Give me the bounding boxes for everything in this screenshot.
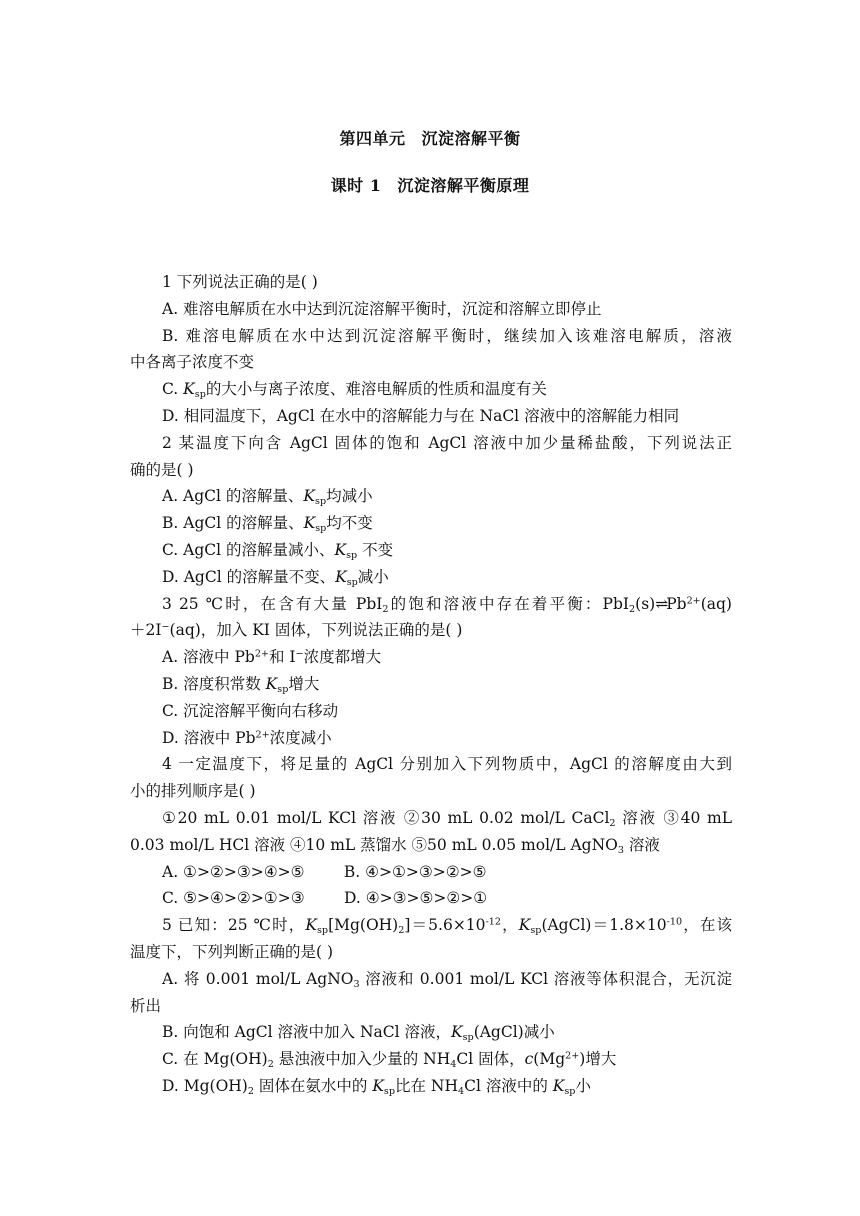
q5-stem-line2: 温度下，下列判断正确的是( ) bbox=[130, 942, 334, 961]
q4-options-cd: C. ⑤>④>②>①>③ D. ④>③>⑤>②>① bbox=[162, 889, 488, 908]
q4-items-line2: 0.03 mol/L HCl 溶液 ④10 mL 蒸馏水 ⑤50 mL 0.05 mol/L AgNO$_3$ 溶液 bbox=[130, 835, 660, 856]
q1-option-b-line2: 中各离子浓度不变 bbox=[130, 353, 255, 372]
q1-option-d: D. 相同温度下，AgCl 在水中的溶解能力与在 NaCl 溶液中的溶解能力相同 bbox=[162, 406, 680, 425]
unit-title: 第四单元 沉淀溶解平衡 bbox=[339, 129, 521, 148]
q5-stem-line1: 5 已知：25 ℃时，$K_{sp}[Mg(OH)_2]=5.6\times 10^{-12}$，$K_{sp}(AgCl)=1.8\times 10^{-10}$，在该 bbox=[162, 916, 732, 936]
q5-option-a-line1: A. 将 0.001 mol/L AgNO$_3$ 溶液和 0.001 mol/L KCl 溶液等体积混合，无沉淀 bbox=[162, 969, 732, 990]
q3-option-a: A. 溶液中 $Pb^{2+}$和 I−浓度都增大 bbox=[162, 648, 382, 667]
q4-stem-line2: 小的排列顺序是( ) bbox=[130, 782, 256, 801]
q5-option-b: B. 向饱和 AgCl 溶液中加入 NaCl 溶液，$K_{sp}(AgCl)$减小 bbox=[162, 1023, 555, 1044]
q2-option-c: C. AgCl 的溶解量减小、$K_{sp}$ 不变 bbox=[162, 540, 394, 561]
q1-stem: 1 下列说法正确的是( ) bbox=[162, 273, 318, 291]
q4-stem-line1: 4 一定温度下，将足量的 AgCl 分别加入下列物质中，AgCl 的溶解度由大到 bbox=[162, 755, 732, 774]
question-list bbox=[130, 269, 732, 1100]
q5-option-c: C. 在 $Mg(OH)_2$ 悬浊液中加入少量的 $NH_4Cl$ 固体，$c(Mg^{2+})$增大 bbox=[162, 1050, 617, 1070]
q3-option-c: C. 沉淀溶解平衡向右移动 bbox=[162, 701, 339, 720]
q1-option-a: A. 难溶电解质在水中达到沉淀溶解平衡时，沉淀和溶解立即停止 bbox=[162, 299, 602, 318]
equilibrium-arrow: ⇌ bbox=[655, 594, 667, 613]
lesson-title: 课时 1 沉淀溶解平衡原理 bbox=[330, 176, 530, 195]
q5-option-a-line2: 析出 bbox=[130, 996, 162, 1015]
q2-stem-line2: 确的是( ) bbox=[130, 460, 194, 479]
q1-option-b-line1: B. 难溶电解质在水中达到沉淀溶解平衡时，继续加入该难溶电解质，溶液 bbox=[162, 326, 732, 345]
q2-option-d: D. AgCl 的溶解量不变、$K_{sp}$减小 bbox=[162, 567, 389, 588]
q3-option-b: B. 溶度积常数 $K_{sp}$增大 bbox=[162, 674, 320, 695]
q3-option-d: D. 溶液中 $Pb^{2+}$浓度减小 bbox=[162, 728, 332, 747]
q3-stem-line1: 3 25 ℃时，在含有大量 PbI$_2$的饱和溶液中存在着平衡：$PbI_2(s)\rightleftharpoons Pb^{2+}(aq)$ bbox=[162, 594, 732, 615]
q2-option-a: A. AgCl 的溶解量、$K_{sp}$均减小 bbox=[162, 487, 373, 508]
q2-option-b: B. AgCl 的溶解量、$K_{sp}$均不变 bbox=[162, 514, 373, 535]
q3-stem-line2: ＋2I−(aq)，加入 KI 固体，下列说法正确的是( ) bbox=[130, 621, 463, 640]
q2-stem-line1: 2 某温度下向含 AgCl 固体的饱和 AgCl 溶液中加少量稀盐酸，下列说法正 bbox=[162, 433, 732, 452]
q4-items-line1: ①20 mL 0.01 mol/L KCl 溶液 ②30 mL 0.02 mol/L CaCl$_2$ 溶液 ③40 mL bbox=[162, 808, 732, 829]
q1-option-c: C. $K_{sp}$的大小与离子浓度、难溶电解质的性质和温度有关 bbox=[162, 380, 547, 401]
q4-options-ab: A. ①>②>③>④>⑤ B. ④>①>③>②>⑤ bbox=[162, 862, 487, 881]
q5-option-d: D. $Mg(OH)_2$ 固体在氨水中的 $K_{sp}$比在 $NH_4Cl$ 溶液中的 $K_{sp}$小 bbox=[162, 1076, 591, 1097]
